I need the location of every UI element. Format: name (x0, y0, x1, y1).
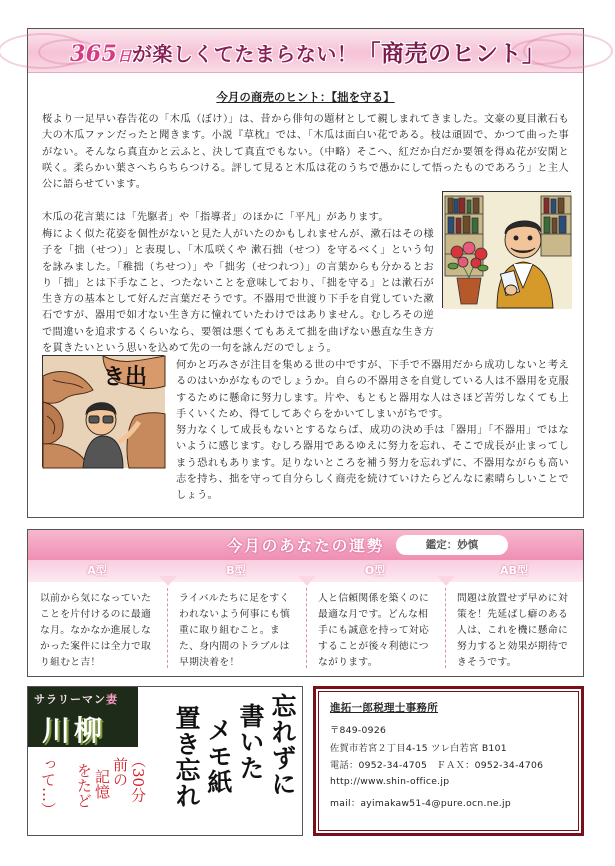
hint-paragraph-5: 努力なくして成長もないとするならば、成功の決め手は「器用」「不器用」ではないように感じます。むしろ器用であるゆえに努力を忘れ、そこで成長が止まってしまう恐れもあります。足りないところを補う努力を忘れずに、不器用ながらも高い志を持ち、拙を守って自分らしく商売を続けていけたらどんなに素晴らしいことでしょう。 (176, 425, 569, 502)
title-banner (28, 29, 583, 73)
senryu-section (27, 686, 303, 836)
senryu-note-3: 記憶 (93, 769, 111, 799)
writer-illustration (442, 191, 571, 308)
fortune-title: 今月のあなたの運勢 (226, 537, 385, 555)
tab-divider-arrow (437, 576, 455, 586)
banner-day: 日 (117, 49, 132, 65)
tab-divider-arrow (159, 576, 177, 586)
office-name: 進拓一郎税理士事務所 (330, 702, 438, 714)
senryu-line-2: 書いた (236, 703, 265, 781)
business-hint-section (27, 28, 584, 518)
fortune-section (27, 529, 584, 677)
tab-blood-type-b: B型 (226, 564, 246, 577)
banner-number: 365 (70, 41, 118, 67)
rock-climber-illustration (42, 355, 164, 467)
senryu-line-4: 置き忘れ (172, 705, 201, 809)
banner-title-mid: が楽しくてたまらない！ (131, 42, 358, 66)
senryu-line-3: メモ紙 (204, 717, 233, 795)
rock-shout-text: き出 (103, 365, 148, 390)
hint-paragraph-1: 桜より一足早い春告花の「木瓜（ぼけ）」は、昔から俳句の題材として親しまれてきました。文豪の夏目漱石も大の木瓜ファンだったと聞きます。小説『草枕』では、「木瓜は面白い花である。枝は頑固で、かつて曲った事がない。そんなら真直かと云ふと、決して真直でもない。（中略）そこへ、紅だか白だか要領を得ぬ花が安閑と咲く。柔らかい葉さへちらちらつける。評して見ると木瓜は花のうちで愚かにして悟ったものであろう」と主人公に語らせています。 (42, 114, 569, 191)
senryu-label-salaryman: サラリーマン (34, 693, 106, 706)
fortune-text-b: ライバルたちに足をすくわれないよう何事にも慎重に取り組むこと。また、身内間のトラブルは早期決着を！ (179, 593, 291, 668)
office-contact-section (313, 686, 584, 836)
office-website-link[interactable]: http://www.shin-office.jp (330, 776, 450, 787)
tab-blood-type-a: A型 (87, 564, 107, 577)
senryu-note-4: をたど (75, 763, 93, 808)
tab-divider-arrow (298, 576, 316, 586)
senryu-line-1: 忘れずに (268, 693, 297, 797)
senryu-note-5: って…） (39, 757, 57, 817)
hint-heading: 今月の商売のヒント：【拙を守る】 (216, 90, 395, 104)
fortune-text-a: 以前から気になっていたことを片付けるのに最適な月。なかなか進展しなかった案件には全力で取り組むと吉！ (40, 593, 152, 668)
office-phone-fax: 電話：0952-34-4705 ＦＡＸ：0952-34-4706 (330, 760, 544, 771)
hint-paragraph-3: 梅によく似た花姿を個性がないと見た人がいたのかもしれませんが、漱石はその様子を「拙（せつ）」と表現し、「木瓜咲くや 漱石拙（せつ）を守るべく」という句を詠みました。「稚拙（ちせつ）」や「拙劣（せつれつ）」の言葉からも分かるとおり「拙」とは下手なこと、つたないことを意味しており、「拙を守る」とは漱石が生き方の基本として好んだ言葉だそうです。不器用で世渡り下手を自覚していた漱石ですが、器用で如才ない生き方に憧れていたわけではありません。むしろその逆で間違いを追求するくらいなら、要領は悪くてもあえて拙を曲げない愚直な生き方を貫きたいという思いを込めて先の一句を詠んだのでしょう。 (42, 229, 434, 355)
senryu-note-1: （30分 (129, 753, 147, 803)
senryu-label-wife: 妻 (106, 693, 118, 706)
tab-blood-type-o: O型 (364, 564, 386, 577)
column-divider (445, 588, 446, 668)
senryu-label-main: 川柳 (42, 714, 107, 747)
column-divider (167, 588, 168, 668)
tab-blood-type-ab: AB型 (500, 564, 528, 577)
senryu-label-sub (34, 691, 118, 707)
banner-title-main: 「商売のヒント」 (357, 40, 546, 67)
office-postal-code: 〒849-0926 (330, 725, 387, 736)
column-divider (306, 588, 307, 668)
hint-paragraph-2: 木瓜の花言葉には「先駆者」や「指導者」のほかに「平凡」があります。 (42, 212, 389, 223)
senryu-label (28, 687, 138, 747)
banner-title (70, 35, 546, 68)
fortune-text-ab: 問題は放置せず早めに対策を！先延ばし癖のある人は、これを機に懸命に努力すると効果が期待できそうです。 (457, 593, 569, 668)
office-address: 佐賀市若宮２丁目4-15 ツレ白若宮 B101 (330, 743, 507, 754)
fortune-judge-badge: 鑑定：妙慎 (396, 535, 508, 555)
senryu-note-2: 前の (111, 757, 129, 787)
fortune-text-o: 人と信頼関係を築くのに最適な月です。どんな相手にも誠意を持って対応することが後々利徳につながります。 (318, 593, 430, 668)
office-email-link[interactable]: mail：ayimakaw51-4@pure.ocn.ne.jp (330, 798, 512, 809)
hint-paragraph-4: 何かと巧みさが注目を集める世の中ですが、下手で不器用だから成功しないと考えるのはいかがなものでしょうか。自らの不器用さを自覚している人は不器用を克服するために懸命に努力します。片や、もともと器用な人はさほど苦労しなくても上手くいくため、得てしてあぐらをかいてしまいがちです。 (176, 360, 569, 420)
